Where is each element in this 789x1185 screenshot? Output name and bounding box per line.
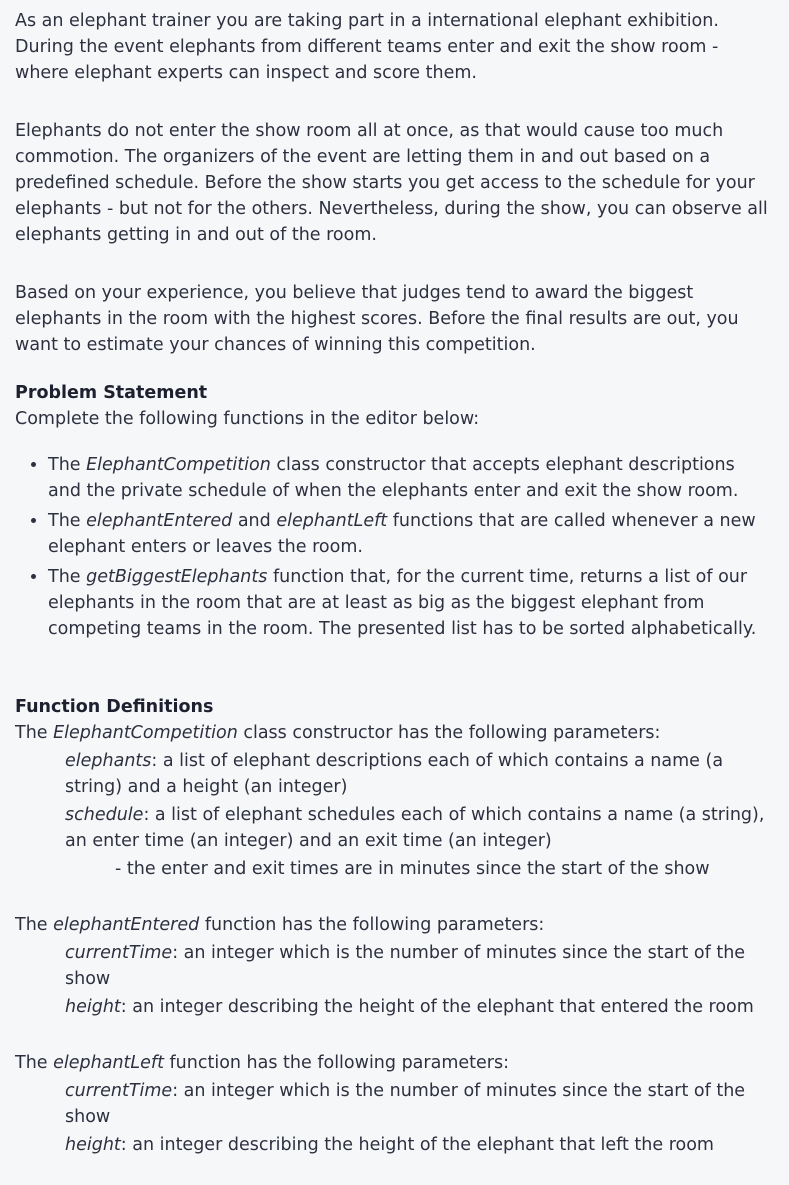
constructor-intro: The ElephantCompetition class constructor has the following parameters: bbox=[15, 723, 661, 743]
schedule-note: - the enter and exit times are in minutes since the start of the show bbox=[115, 859, 710, 879]
list-item: • The elephantEntered and elephantLeft functions that are called whenever a new elephant enters or leaves the room. bbox=[48, 508, 769, 560]
param-schedule: schedule: a list of elephant schedules each of which contains a name (a string), an enter time (an integer) and an exit time (an integer) bbox=[65, 805, 765, 851]
elephant-entered-definition bbox=[15, 912, 769, 1020]
function-name: elephantEntered bbox=[86, 511, 233, 531]
intro-paragraph-2: Elephants do not enter the show room all at once, as that would cause too much commotion. The organizers of the event are letting them in and out based on a predefined schedule. Before the show starts you get access to the schedule for your elephants - but not for the others. Nevertheless, during the show, you can observe all elephants getting in and out of the room. bbox=[15, 121, 768, 245]
param-current-time: currentTime: an integer which is the number of minutes since the start of the show bbox=[65, 943, 746, 989]
entered-intro: The elephantEntered function has the following parameters: bbox=[15, 915, 545, 935]
left-intro: The elephantLeft function has the following parameters: bbox=[15, 1053, 509, 1073]
param-current-time: currentTime: an integer which is the number of minutes since the start of the show bbox=[65, 1081, 746, 1127]
problem-statement-heading: Problem Statement bbox=[15, 383, 208, 403]
list-item: • The getBiggestElephants function that, for the current time, returns a list of our elephants in the room that are at least as big as the biggest elephant from competing teams in the room. The presented list has to be sorted alphabetically. bbox=[48, 564, 769, 642]
param-elephants: elephants: a list of elephant descriptions each of which contains a name (a string) and a height (an integer) bbox=[65, 751, 724, 797]
intro-paragraph-1: As an elephant trainer you are taking part in a international elephant exhibition. During the event elephants from different teams enter and exit the show room - where elephant experts can inspect and score them. bbox=[15, 11, 719, 83]
problem-statement-lead: Complete the following functions in the editor below: bbox=[15, 409, 480, 429]
list-item: • The ElephantCompetition class constructor that accepts elephant descriptions and the private schedule of when the elephants enter and exit the show room. bbox=[48, 452, 769, 504]
entered-params bbox=[65, 940, 769, 1020]
function-definitions bbox=[15, 694, 769, 1158]
intro-paragraph-3: Based on your experience, you believe that judges tend to award the biggest elephants in the room with the highest scores. Before the final results are out, you want to estimate your chances of winning this competition. bbox=[15, 283, 739, 355]
elephant-left-definition bbox=[15, 1050, 769, 1158]
class-name: ElephantCompetition bbox=[86, 455, 271, 475]
function-name: elephantEntered bbox=[53, 915, 200, 935]
left-params bbox=[65, 1078, 769, 1158]
requirements-list bbox=[15, 452, 769, 642]
param-height: height: an integer describing the height of the elephant that entered the room bbox=[65, 997, 754, 1017]
function-name: elephantLeft bbox=[53, 1053, 164, 1073]
class-name: ElephantCompetition bbox=[53, 723, 238, 743]
function-definitions-heading: Function Definitions bbox=[15, 697, 214, 717]
function-name: getBiggestElephants bbox=[86, 567, 268, 587]
param-height: height: an integer describing the height of the elephant that left the room bbox=[65, 1135, 714, 1155]
function-name: elephantLeft bbox=[276, 511, 388, 531]
constructor-params bbox=[65, 748, 769, 882]
